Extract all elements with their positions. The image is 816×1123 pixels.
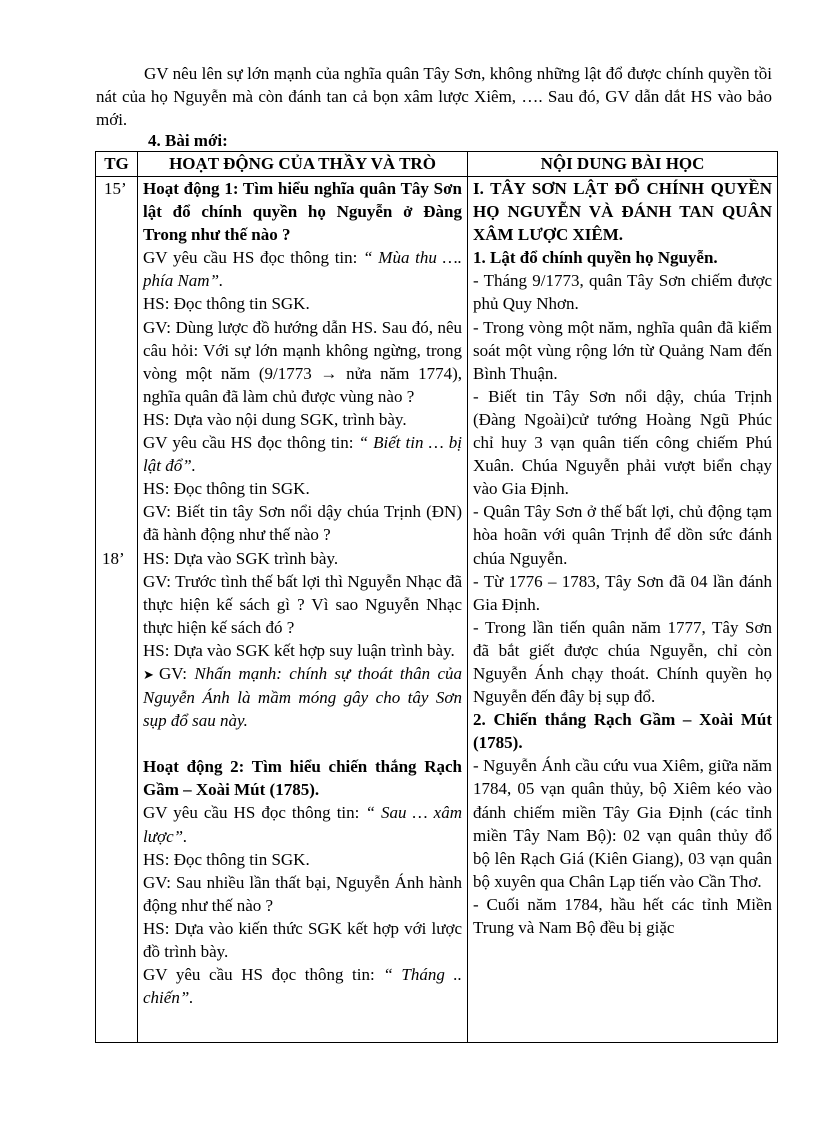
activity-2-title: Hoạt động 2: Tìm hiểu chiến thắng Rạch Gầm – Xoài Mút (1785). [143, 757, 462, 800]
content-cell [468, 177, 778, 1043]
time-18: 18’ [102, 549, 125, 568]
content-line: - Tháng 9/1773, quân Tây Sơn chiếm được phủ Quy Nhơn. [473, 271, 772, 314]
content-subheading-1: 1. Lật đổ chính quyền họ Nguyễn. [473, 248, 718, 268]
content-subheading-2: 2. Chiến thắng Rạch Gầm – Xoài Mút (1785). [473, 710, 772, 753]
activity-line: GV yêu cầu HS đọc thông tin: “ Sau … xâm lược”. [143, 803, 462, 846]
activity-line: GV: Trước tình thế bất lợi thì Nguyễn Nhạc đã thực hiện kế sách gì ? Vì sao Nguyễn Nhạc thực hiện kế sách đó ? [143, 571, 462, 637]
content-line: - Cuối năm 1784, hầu hết các tỉnh Miền Trung và Nam Bộ đều bị giặc [473, 894, 772, 937]
header-content: NỘI DUNG BÀI HỌC [468, 152, 778, 177]
activity-line: GV: Biết tin tây Sơn nổi dậy chúa Trịnh (ĐN) đã hành động như thế nào ? [143, 502, 462, 545]
activity-line: HS: Dựa vào SGK trình bày. [143, 548, 339, 568]
time-15: 15’ [104, 179, 127, 198]
lesson-table [95, 151, 778, 1043]
section-title: 4. Bài mới: [148, 131, 228, 150]
activity-line: HS: Đọc thông tin SGK. [143, 849, 310, 869]
content-heading: I. TÂY SƠN LẬT ĐỔ CHÍNH QUYỀN HỌ NGUYỄN VÀ ĐÁNH TAN QUÂN XÂM LƯỢC XIÊM. [473, 179, 772, 245]
header-activities: HOẠT ĐỘNG CỦA THẦY VÀ TRÒ [138, 152, 468, 177]
activity-line: GV yêu cầu HS đọc thông tin: “ Mùa thu …. phía Nam”. [143, 248, 462, 291]
content-line: - Nguyễn Ánh cầu cứu vua Xiêm, giữa năm 1784, 05 vạn quân thủy, bộ Xiêm kéo vào đánh chiếm miền Tây Gia Định (các tỉnh miền Tây Nam Bộ): 02 vạn quân thủy đổ bộ lên Rạch Giá (Kiên Giang), 03 vạn quân bộ xuyên qua Chân Lạp tiến vào Cần Thơ. [473, 756, 772, 891]
activity-line: GV: Dùng lược đồ hướng dẫn HS. Sau đó, nêu câu hỏi: Với sự lớn mạnh không ngừng, trong vòng một năm (9/1773 → nửa năm 1774), nghĩa quân đã làm chủ được vùng nào ? [143, 317, 462, 406]
content-line: - Quân Tây Sơn ở thế bất lợi, chủ động tạm hòa hoãn với quân Trịnh để dồn sức đánh chúa Nguyễn. [473, 502, 772, 568]
activity-line: HS: Dựa vào nội dung SGK, trình bày. [143, 409, 407, 429]
time-cell [96, 177, 138, 1043]
content-line: - Trong lần tiến quân năm 1777, Tây Sơn đã bắt giết được chúa Nguyễn, chỉ còn Nguyễn Ánh chạy thoát. Chính quyền họ Nguyễn đến đây bị sụp đổ. [473, 617, 772, 707]
activity-line: GV yêu cầu HS đọc thông tin: “ Biết tin … bị lật đổ”. [143, 433, 462, 476]
activity-line: HS: Đọc thông tin SGK. [143, 294, 310, 314]
table-row [96, 177, 778, 1043]
activity-line: GV yêu cầu HS đọc thông tin: “ Tháng .. chiến”. [143, 965, 462, 1008]
content-line: - Biết tin Tây Sơn nổi dậy, chúa Trịnh (Đàng Ngoài)cử tướng Hoàng Ngũ Phúc chỉ huy 3 vạn quân tiến công chiếm Phú Xuân. Chúa Nguyễn phải vượt biển chạy vào Gia Định. [473, 386, 772, 499]
activity-line: ➤ GV: Nhấn mạnh: chính sự thoát thân của Nguyễn Ánh là mầm móng gây cho tây Sơn sụp đổ sau này. [143, 663, 463, 731]
content-line: - Từ 1776 – 1783, Tây Sơn đã 04 lần đánh Gia Định. [473, 571, 772, 614]
intro-paragraph [96, 62, 772, 131]
activity-line: GV: Sau nhiều lần thất bại, Nguyễn Ánh hành động như thế nào ? [143, 872, 462, 915]
content-line: - Trong vòng một năm, nghĩa quân đã kiểm soát một vùng rộng lớn từ Quảng Nam đến Bình Thuận. [473, 317, 772, 383]
activity-line: HS: Dựa vào SGK kết hợp suy luận trình bày. [143, 640, 455, 660]
arrow-bullet-icon: ➤ [143, 666, 154, 682]
activity-1-title: Hoạt động 1: Tìm hiểu nghĩa quân Tây Sơn lật đổ chính quyền họ Nguyễn ở Đàng Trong như thế nào ? [143, 179, 462, 245]
activity-line: HS: Đọc thông tin SGK. [143, 479, 310, 499]
table-header-row [96, 152, 778, 177]
intro-text: GV nêu lên sự lớn mạnh của nghĩa quân Tây Sơn, không những lật đổ được chính quyền tồi nát của họ Nguyễn mà còn đánh tan cả bọn xâm lược Xiêm, …. Sau đó, GV dẫn dắt HS vào bảo mới. [96, 64, 772, 129]
activity-line: HS: Dựa vào kiến thức SGK kết hợp với lược đồ trình bày. [143, 918, 462, 961]
activities-cell [138, 177, 468, 1043]
header-tg: TG [96, 152, 138, 177]
